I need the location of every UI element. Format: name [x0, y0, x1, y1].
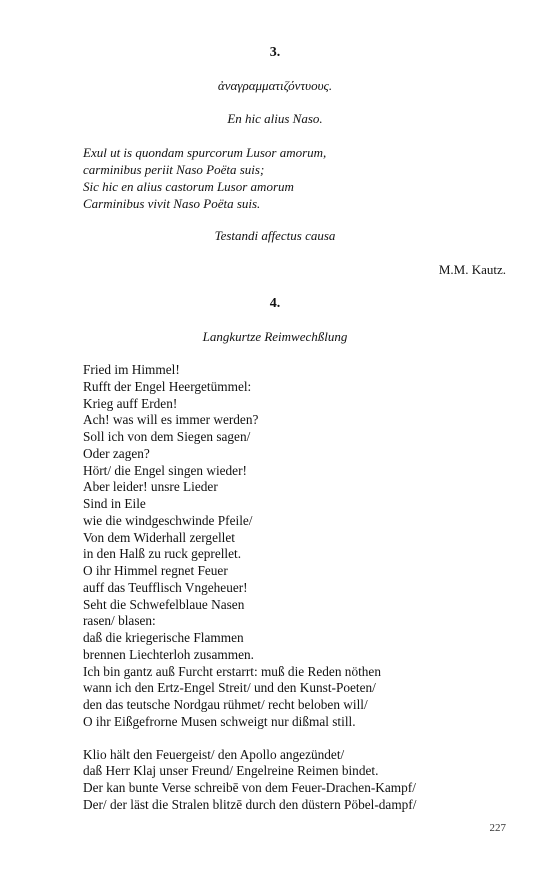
latin-epigram [83, 144, 326, 212]
poem-line: Sind in Eile [83, 496, 146, 511]
poem-line: Klio hält den Feuergeist/ den Apollo angezündet/ [83, 746, 345, 762]
section-3-number: 3. [269, 45, 281, 60]
poem-line: rasen/ blasen: [83, 613, 156, 629]
poem-line: O ihr Eißgefrorne Musen schweigt nur dißmal still. [83, 713, 356, 729]
author-signature: M.M. Kautz. [438, 262, 506, 277]
poem-line: daß die kriegerische Flammen [83, 630, 244, 645]
latin-line: Sic hic en alius castorum Lusor amorum [83, 179, 294, 194]
poem-line: daß Herr Klaj unser Freund/ Engelreine Reimen bindet. [83, 763, 379, 779]
section-4-number: 4. [269, 296, 281, 311]
poem-line: Rufft der Engel Heergetümmel: [83, 378, 252, 394]
greek-subtitle: ἀναγραμματιζόντυους. [217, 78, 333, 93]
poem-line: wie die windgeschwinde Pfeile/ [83, 512, 253, 528]
poem-line: Der kan bunte Verse schreibē von dem Feuer-Drachen-Kampf/ [83, 780, 416, 795]
latin-line: Carminibus vivit Naso Poëta suis. [83, 196, 261, 211]
stanza-gap [83, 731, 416, 747]
poem-line: wann ich den Ertz-Engel Streit/ und den Kunst-Poeten/ [83, 680, 376, 696]
poem-line: Soll ich von dem Siegen sagen/ [83, 429, 251, 444]
latin-motto: En hic alius Naso. [227, 111, 323, 126]
poem-line: Hört/ die Engel singen wieder! [83, 462, 247, 478]
poem-line: Ich bin gantz auß Furcht erstarrt: muß die Reden nöthen [83, 663, 381, 679]
latin-line: carminibus periit Naso Poëta suis; [83, 162, 265, 177]
page-number: 227 [489, 822, 506, 834]
poem-line: brennen Liechterloh zusammen. [83, 646, 254, 662]
poem-body [83, 362, 416, 814]
poem-line: Seht die Schwefelblaue Nasen [83, 596, 245, 612]
poem-line: auff das Teufflisch Vngeheuer! [83, 579, 248, 595]
poem-line: O ihr Himmel regnet Feuer [83, 563, 228, 578]
latin-line: Exul ut is quondam spurcorum Lusor amorum, [83, 145, 327, 160]
poem-line: Oder zagen? [83, 445, 150, 461]
closing-phrase: Testandi affectus causa [214, 228, 336, 243]
poem-line: Ach! was will es immer werden? [83, 412, 259, 428]
poem-line: Krieg auff Erden! [83, 395, 178, 411]
poem-title: Langkurtze Reimwechßlung [202, 329, 348, 344]
poem-line: Von dem Widerhall zergellet [83, 529, 235, 545]
poem-line: Der/ der läst die Stralen blitzē durch den düstern Pöbel-dampf/ [83, 796, 417, 812]
poem-line: Aber leider! unsre Lieder [83, 479, 218, 495]
poem-line: den das teutsche Nordgau rühmet/ recht beloben will/ [83, 697, 368, 712]
poem-line: Fried im Himmel! [83, 362, 180, 377]
poem-line: in den Halß zu ruck geprellet. [83, 546, 242, 562]
